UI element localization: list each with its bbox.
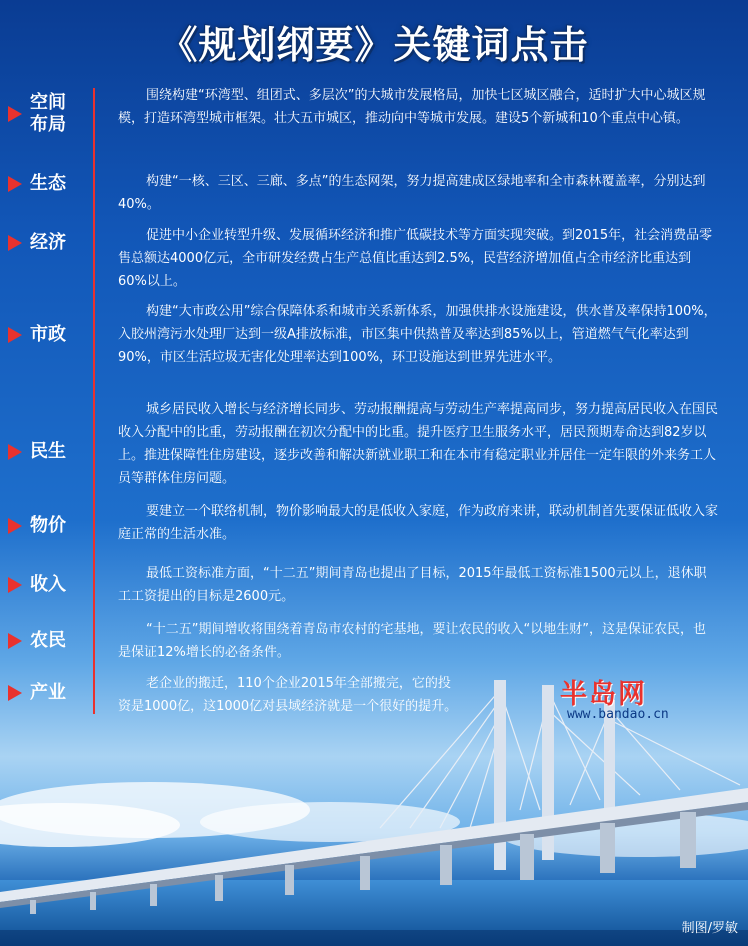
- image-credit: 制图/罗敏: [681, 921, 738, 936]
- page-title: 《规划纲要》关键词点击: [159, 23, 589, 67]
- section-label: 收入: [8, 574, 90, 596]
- section-label: 物价: [8, 515, 90, 537]
- brand-logo: 半岛网: [560, 679, 647, 710]
- vertical-divider: [93, 88, 95, 714]
- brand-url: www.bandao.cn: [567, 707, 669, 722]
- section-label: 空间布局: [8, 92, 90, 136]
- section-text: 构建“一核、三区、三廊、多点”的生态网架，努力提高建成区绿地率和全市森林覆盖率，分别达到40%。: [118, 174, 706, 212]
- arrow-icon: [8, 106, 22, 122]
- section-label: 市政: [8, 324, 90, 346]
- arrow-icon: [8, 444, 22, 460]
- arrow-icon: [8, 235, 22, 251]
- arrow-icon: [8, 685, 22, 701]
- section-label: 生态: [8, 173, 90, 195]
- arrow-icon: [8, 176, 22, 192]
- section-text: “十二五”期间增收将围绕着青岛市农村的宅基地，要让农民的收入“以地生财”，这是保证农民，也是保证12%增长的必备条件。: [118, 622, 706, 660]
- section-label: 民生: [8, 441, 90, 463]
- arrow-icon: [8, 327, 22, 343]
- section-text: 要建立一个联络机制，物价影响最大的是低收入家庭，作为政府来讲，联动机制首先要保证低收入家庭正常的生活水准。: [118, 504, 719, 542]
- section-label: 产业: [8, 682, 90, 704]
- section-label: 农民: [8, 630, 90, 652]
- arrow-icon: [8, 518, 22, 534]
- section-text: 构建“大市政公用”综合保障体系和城市关系新体系，加强供排水设施建设，供水普及率保持100%，入胶州湾污水处理厂达到一级A排放标准，市区集中供热普及率达到85%以上，管道燃气气化率达到90%，市区生活垃圾无害化处理率达到100%，环卫设施达到世界先进水平。: [118, 304, 717, 365]
- arrow-icon: [8, 633, 22, 649]
- section-text: 老企业的搬迁，110个企业2015年全部搬完，它的投资是1000亿，这1000亿对县域经济就是一个很好的提升。: [118, 676, 458, 714]
- section-text: 促进中小企业转型升级、发展循环经济和推广低碳技术等方面实现突破。到2015年，社会消费品零售总额达4000亿元，全市研发经费占生产总值比重达到2.5%，民营经济增加值占全市经济比重达到60%以上。: [118, 228, 713, 289]
- arrow-icon: [8, 577, 22, 593]
- section-label: 经济: [8, 232, 90, 254]
- section-text: 最低工资标准方面，“十二五”期间青岛也提出了目标，2015年最低工资标准1500元以上，退休职工工资提出的目标是2600元。: [118, 566, 707, 604]
- section-text: 围绕构建“环湾型、组团式、多层次”的大城市发展格局，加快七区城区融合，适时扩大中心城区规模，打造环湾型城市框架。壮大五市城区，推动向中等城市发展。建设5个新城和10个重点中心镇。: [118, 88, 706, 126]
- section-text: 城乡居民收入增长与经济增长同步、劳动报酬提高与劳动生产率提高同步，努力提高居民收入在国民收入分配中的比重，劳动报酬在初次分配中的比重。提升医疗卫生服务水平，居民预期寿命达到82岁以上。推进保障性住房建设，逐步改善和解决新就业职工和在本市有稳定职业并居住一定年限的外来务工人员等群体住房问题。: [118, 402, 719, 486]
